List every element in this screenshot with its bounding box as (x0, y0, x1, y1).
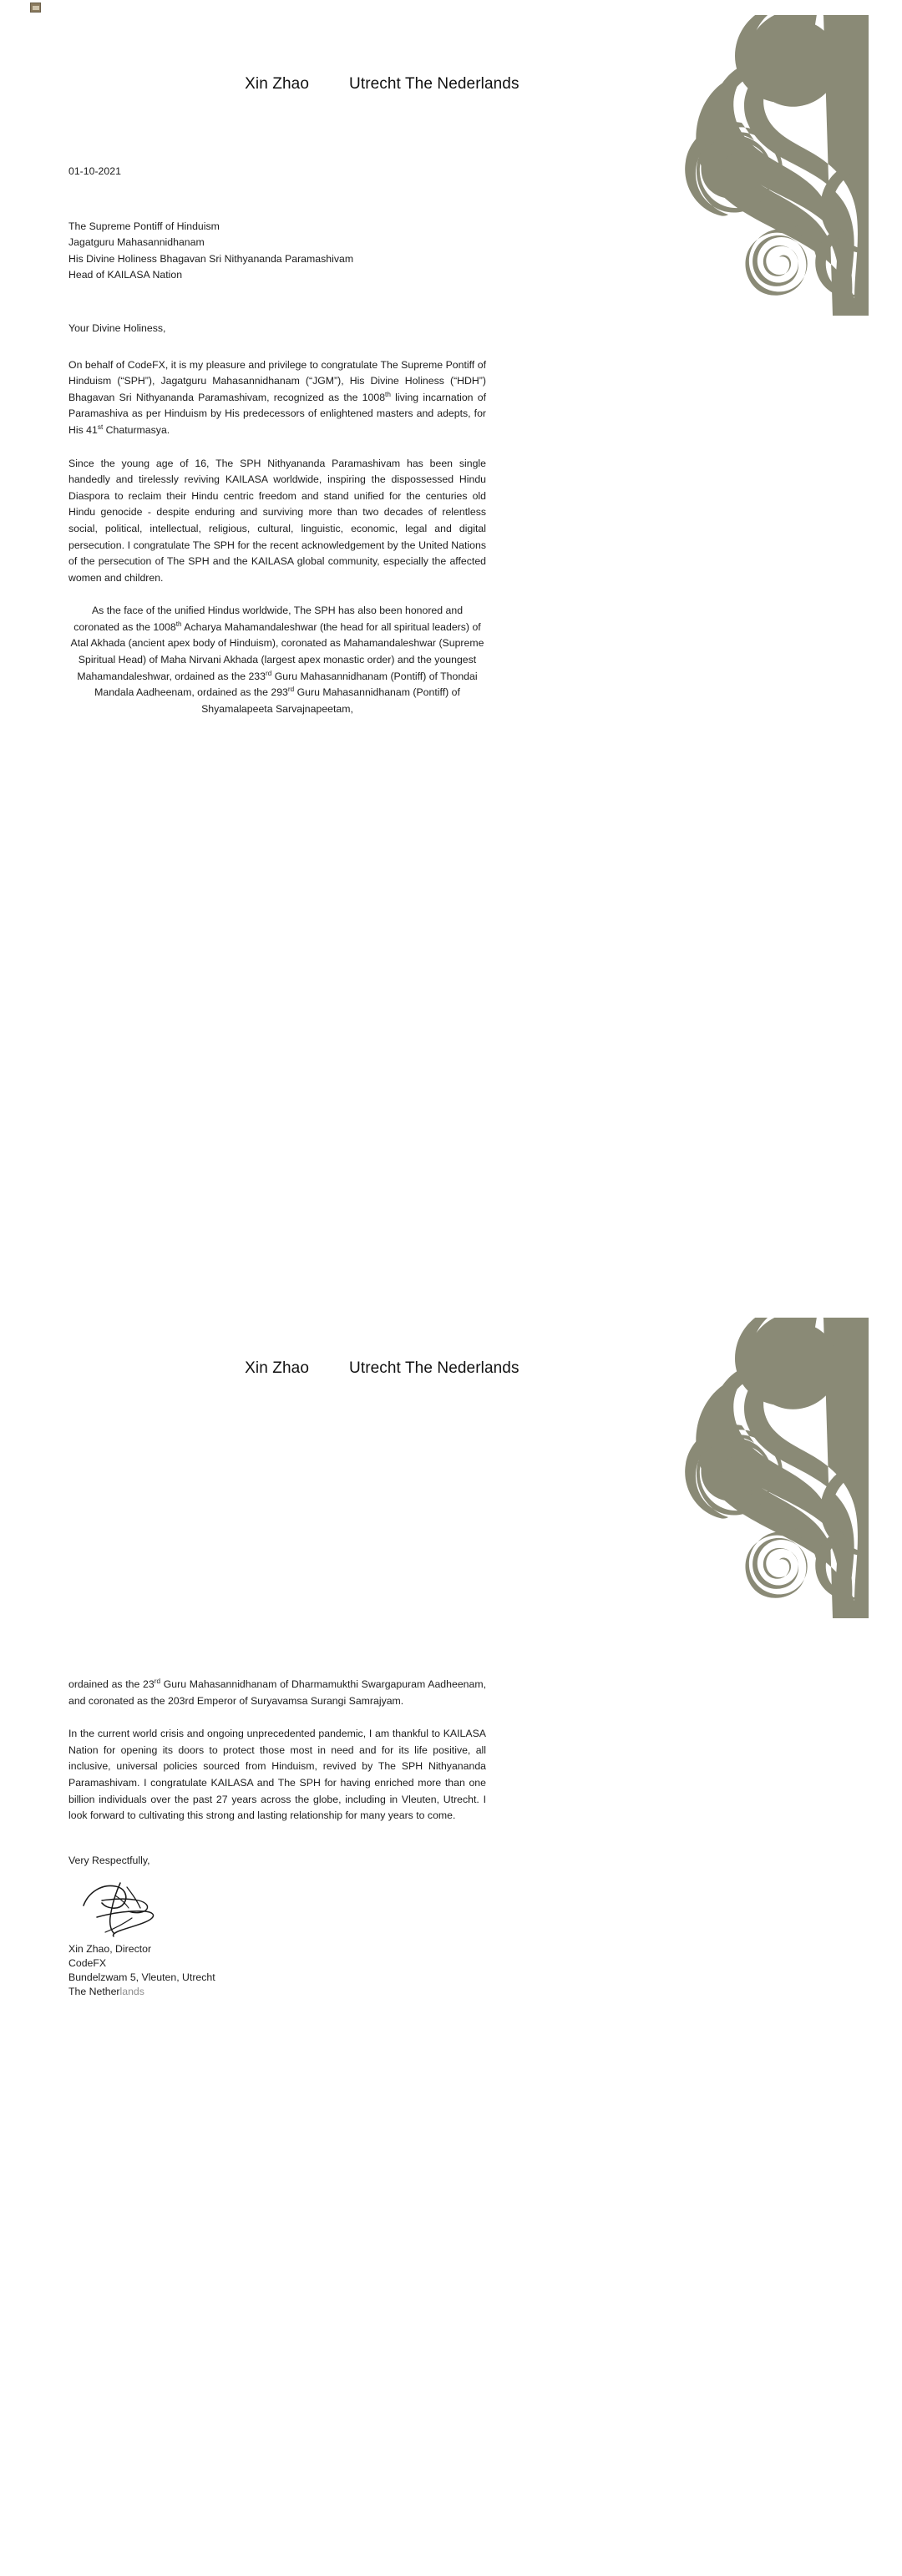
letter-page-1 (33, 15, 869, 1259)
ordinal-sup-1008th: th (385, 390, 391, 398)
ordinal-sup-41st: st (97, 423, 104, 431)
signature-block (68, 1942, 486, 1999)
ordinal-sup-1008th-b: th (175, 620, 182, 628)
broken-image-icon (30, 3, 41, 13)
salutation: Your Divine Holiness, (68, 321, 166, 334)
para-3-text-d: Guru Mahasannidhanam (Pontiff) of Shyamalapeeta Sarvajnapeetam, (201, 686, 460, 715)
ordinal-sup-293rd: rd (287, 686, 295, 694)
sender-location-page-2: Utrecht The Nederlands (349, 1359, 519, 1377)
paragraph-ordination-continued (68, 1677, 486, 1709)
para-3-text-c: Guru Mahasannidhanam (Pontiff) of Thondai Mandala Aadheenam, ordained as the 293 (94, 670, 478, 699)
page-1-body (68, 164, 486, 717)
paragraph-revival: Since the young age of 16, The SPH Nithyananda Paramashivam has been single handedly and tirelessly reviving KAILASA worldwide, inspiring the dispossessed Hindu Diaspora to reclaim their Hindu centric freedom and stand unified for the centuries old Hindu genocide - despite enduring and surviving more than two decades of relentless social, political, intellectual, religious, cultural, linguistic, economic, legal and digital persecution. I congratulate The SPH for the recent acknowledgement by the United Nations of the persecution of The SPH and the KAILASA global community, especially the affected women and children. (68, 457, 486, 584)
handwritten-signature-icon (77, 1880, 177, 1937)
paragraph-gratitude: In the current world crisis and ongoing unprecedented pandemic, I am thankful to KAILASA Nation for opening its doors to protect those most in need and for its life positive, all inclusive, universal policies sourced from Hinduism, revived by The SPH Nithyananda Paramashivam. I congratulate KAILASA and The SPH for having enriched more than one billion individuals over the past 27 years across the globe, including in Vleuten, Utrecht. I look forward to cultivating this strong and lasting relationship for many years to come. (68, 1728, 486, 1822)
floral-flourish-ornament (660, 15, 869, 316)
para-4-text-a: ordained as the 23 (68, 1678, 155, 1690)
letterhead-header (33, 75, 869, 94)
page-2-body (68, 1677, 486, 1999)
ordinal-sup-23rd: rd (154, 1677, 161, 1685)
recipient-address-block (68, 219, 486, 284)
recipient-line-4: Head of KAILASA Nation (68, 269, 183, 281)
sender-name: Xin Zhao (245, 75, 309, 93)
letter-page-2 (33, 1318, 869, 2545)
paragraph-honors (68, 603, 486, 717)
signer-country-faded: lands (119, 1986, 144, 1998)
page-separator (0, 1259, 902, 1318)
letterhead-header-page-2 (33, 1359, 869, 1378)
signer-address: Bundelzwam 5, Vleuten, Utrecht (68, 1971, 215, 1984)
para-4-text-b: Guru Mahasannidhanam of Dharmamukthi Swargapuram Aadheenam, and coronated as the 203rd Emperor of Suryavamsa Surangi Samrajyam. (68, 1678, 486, 1707)
signer-country (68, 1985, 486, 1999)
sender-location: Utrecht The Nederlands (349, 75, 519, 93)
signer-company: CodeFX (68, 1957, 107, 1970)
sender-name-page-2: Xin Zhao (245, 1359, 309, 1377)
para-3-text-a: As the face of the unified Hindus worldwide, The SPH has also been honored and coronated as the 1008 (73, 605, 464, 633)
recipient-line-3: His Divine Holiness Bhagavan Sri Nithyananda Paramashivam (68, 252, 354, 265)
recipient-line-2: Jagatguru Mahasannidhanam (68, 236, 205, 249)
para-1-text-c: Chaturmasya. (103, 423, 170, 436)
ordinal-sup-233rd: rd (266, 669, 272, 677)
para-1-text-b: living incarnation of Paramashiva as per Hinduism by His predecessors of enlightened masters and adepts, for His 41 (68, 391, 486, 436)
paragraph-congratulation (68, 357, 486, 439)
signer-name-title: Xin Zhao, Director (68, 1943, 152, 1956)
recipient-line-1: The Supreme Pontiff of Hinduism (68, 220, 220, 232)
para-1-text-a: On behalf of CodeFX, it is my pleasure and privilege to congratulate The Supreme Pontiff of Hinduism (“SPH”), Jagatguru Mahasannidhanam (“JGM”), His Divine Holiness (“HDH”) Bhagavan Sri Nithyananda Paramashivam, recognized as the 1008 (68, 358, 486, 403)
letter-date: 01-10-2021 (68, 165, 121, 177)
para-3-text-b: Acharya Mahamandaleshwar (the head for all spiritual leaders) of Atal Akhada (ancient apex body of Hinduism), coronated as Mahamandaleshwar (Supreme Spiritual Head) of Maha Nirvani Akhada (largest apex monastic order) and the youngest Mahamandaleshwar, ordained as the 233 (70, 620, 484, 682)
signer-country-sharp: The Nether (68, 1986, 120, 1998)
closing-line: Very Respectfully, (68, 1854, 150, 1866)
